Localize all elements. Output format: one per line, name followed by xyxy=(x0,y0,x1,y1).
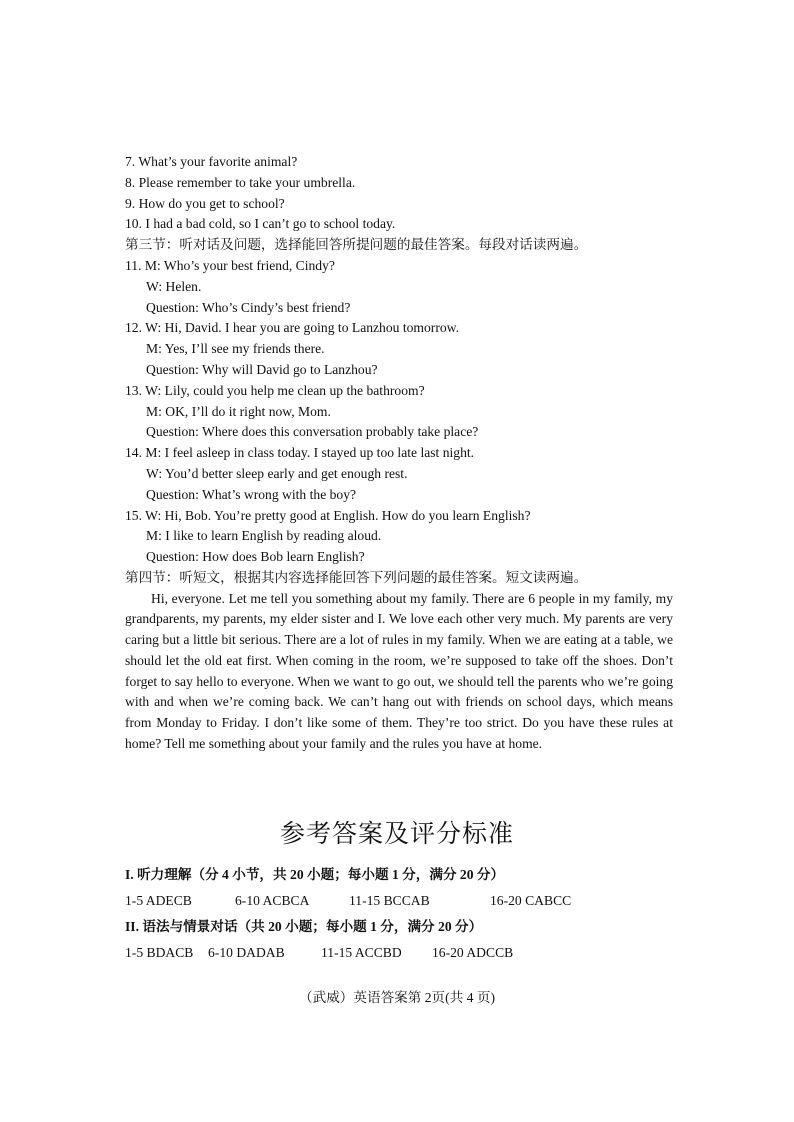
answer-group: 16-20 ADCCB xyxy=(432,945,514,960)
dialogue-question: Question: Where does this conversation probably take place? xyxy=(146,424,479,440)
dialogue-line: 14. M: I feel asleep in class today. I stayed up too late last night. xyxy=(125,445,475,461)
dialogue-line: 11. M: Who’s your best friend, Cindy? xyxy=(125,257,335,273)
passage-paragraph: Hi, everyone. Let me tell you something about my family. There are 6 people in my family, my grandparents, my parents, my elder sister and I. We love each other very much. My parents are very caring but a little bit serious. There are a lot of rules in my family. When we are eating at a table, we should let the old eat first. When coming in the room, we’re supposed to take off the shoes. Don’t forget to say hello to everyone. When we want to go out, we should tell the parents who we’re going with and when we’re coming back. We can’t hang out with friends on school days, which means from Monday to Friday. I don’t like some of them. They’re too strict. Do you have these rules at home? Tell me something about your family and the rules you have at home. xyxy=(125,590,673,751)
section2-heading: II. 语法与情景对话（共 20 小题；每小题 1 分，满分 20 分） xyxy=(125,919,483,934)
dialogue-line: 15. W: Hi, Bob. You’re pretty good at English. How do you learn English? xyxy=(125,507,531,523)
section3-heading: 第三节：听对话及问题，选择能回答所提问题的最佳答案。每段对话读两遍。 xyxy=(125,237,588,253)
answer-group: 11-15 ACCBD xyxy=(321,945,402,960)
listening-script xyxy=(125,152,673,768)
answer-key xyxy=(125,862,685,966)
dialogue-line: W: You’d better sleep early and get enough rest. xyxy=(146,465,408,481)
answer-group: 1-5 ADECB xyxy=(125,893,192,908)
dialogue-line: 13. W: Lily, could you help me clean up the bathroom? xyxy=(125,382,425,398)
script-item: 7. What’s your favorite animal? xyxy=(125,154,298,169)
section1-answers xyxy=(125,888,685,914)
answer-group: 1-5 BDACB xyxy=(125,945,194,960)
page-footer: （武威）英语答案第 2页(共 4 页) xyxy=(299,990,495,1005)
section4-heading: 第四节：听短文，根据其内容选择能回答下列问题的最佳答案。短文读两遍。 xyxy=(125,569,588,585)
dialogue-line: M: OK, I’ll do it right now, Mom. xyxy=(146,403,331,419)
answer-group: 6-10 DADAB xyxy=(208,945,285,960)
dialogue-question: Question: How does Bob learn English? xyxy=(146,549,365,565)
dialogue-line: W: Helen. xyxy=(146,278,202,294)
answer-group: 16-20 CABCC xyxy=(490,893,572,908)
dialogue-question: Question: Who’s Cindy’s best friend? xyxy=(146,299,351,315)
answer-group: 11-15 BCCAB xyxy=(349,893,430,908)
dialogue-line: M: I like to learn English by reading aloud. xyxy=(146,528,382,544)
script-item: 9. How do you get to school? xyxy=(125,195,285,211)
answer-key-title: 参考答案及评分标准 xyxy=(279,821,514,848)
answer-group: 6-10 ACBCA xyxy=(235,893,310,908)
dialogue-line: 12. W: Hi, David. I hear you are going to Lanzhou tomorrow. xyxy=(125,320,459,336)
dialogue-question: Question: What’s wrong with the boy? xyxy=(146,486,357,502)
section1-heading: I. 听力理解（分 4 小节，共 20 小题；每小题 1 分，满分 20 分） xyxy=(125,867,505,882)
dialogue-question: Question: Why will David go to Lanzhou? xyxy=(146,361,378,377)
dialogue-line: M: Yes, I’ll see my friends there. xyxy=(146,341,325,357)
section2-answers xyxy=(125,940,685,966)
script-item: 8. Please remember to take your umbrella. xyxy=(125,174,356,190)
script-item: 10. I had a bad cold, so I can’t go to school today. xyxy=(125,216,396,232)
